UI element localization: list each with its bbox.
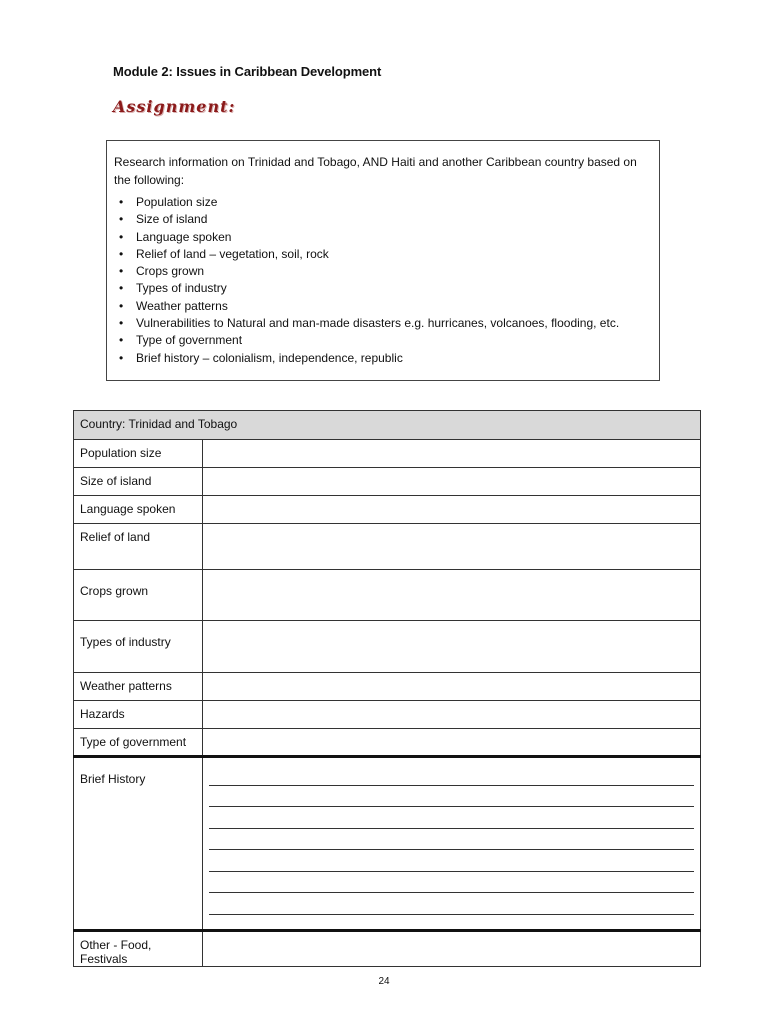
answer-cell-relief[interactable]	[203, 524, 701, 570]
answer-cell-size[interactable]	[203, 468, 701, 496]
writing-line	[209, 872, 694, 894]
list-item: • Crops grown	[119, 264, 205, 279]
list-item: • Relief of land – vegetation, soil, rock	[119, 246, 329, 261]
assignment-heading: Assignment:	[113, 97, 236, 116]
list-item: • Vulnerabilities to Natural and man-made disasters e.g. hurricanes, volcanoes, flooding, etc.	[119, 316, 620, 331]
answer-cell-crops[interactable]	[203, 570, 701, 621]
row-label-language: Language spoken	[74, 496, 203, 524]
answer-cell-industry[interactable]	[203, 621, 701, 673]
page-number: 24	[378, 976, 390, 987]
answer-cell-language[interactable]	[203, 496, 701, 524]
instruction-intro: Research information on Trinidad and Tobago, AND Haiti and another Caribbean country based on the following:	[114, 155, 637, 187]
list-item: • Weather patterns	[119, 298, 228, 313]
answer-cell-hazards[interactable]	[203, 701, 701, 729]
writing-line	[209, 786, 694, 808]
writing-line	[209, 764, 694, 786]
answer-cell-history[interactable]	[203, 757, 701, 931]
answer-cell-other[interactable]	[203, 931, 701, 967]
instruction-list	[114, 194, 652, 367]
country-table	[73, 410, 701, 967]
row-label-hazards: Hazards	[74, 701, 203, 729]
row-label-relief: Relief of land	[74, 524, 203, 570]
answer-cell-population[interactable]	[203, 440, 701, 468]
row-label-crops: Crops grown	[74, 570, 203, 621]
row-label-population: Population size	[74, 440, 203, 468]
writing-lines	[209, 758, 694, 915]
instruction-box	[106, 140, 660, 381]
writing-line	[209, 850, 694, 872]
country-header: Country: Trinidad and Tobago	[74, 411, 701, 440]
row-label-size: Size of island	[74, 468, 203, 496]
writing-line	[209, 893, 694, 915]
list-item: • Type of government	[119, 333, 243, 348]
row-label-government: Type of government	[74, 729, 203, 757]
row-label-history: Brief History	[74, 757, 203, 931]
list-item: • Language spoken	[119, 229, 232, 244]
list-item: • Size of island	[119, 212, 208, 227]
list-item: • Population size	[119, 195, 218, 209]
row-label-weather: Weather patterns	[74, 673, 203, 701]
writing-line	[209, 807, 694, 829]
list-item: • Brief history – colonialism, independence, republic	[119, 350, 403, 365]
module-title: Module 2: Issues in Caribbean Development	[113, 64, 382, 79]
answer-cell-government[interactable]	[203, 729, 701, 757]
row-label-industry: Types of industry	[74, 621, 203, 673]
list-item: • Types of industry	[119, 281, 227, 296]
answer-cell-weather[interactable]	[203, 673, 701, 701]
row-label-other: Other - Food, Festivals	[74, 931, 203, 967]
writing-line	[209, 829, 694, 851]
